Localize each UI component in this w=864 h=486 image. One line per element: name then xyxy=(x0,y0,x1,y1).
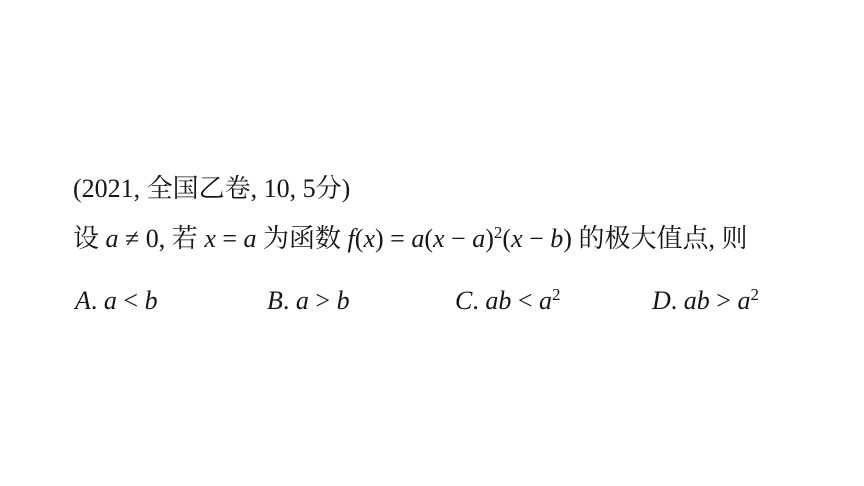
problem-source: (2021, 全国乙卷, 10, 5分) xyxy=(73,174,351,203)
math-segment: C xyxy=(455,286,473,315)
math-segment: B xyxy=(267,286,283,315)
math-segment: a xyxy=(411,224,425,253)
math-segment: 2 xyxy=(552,284,561,304)
math-segment: . xyxy=(90,286,104,315)
math-segment: − xyxy=(522,224,551,253)
math-segment: ab xyxy=(683,286,710,315)
math-segment: a xyxy=(737,286,751,315)
math-segment: D xyxy=(652,286,671,315)
math-segment: 设 xyxy=(73,224,106,253)
math-segment: a xyxy=(105,224,119,253)
option-c xyxy=(455,284,561,318)
math-segment: < xyxy=(511,286,540,315)
math-segment: a xyxy=(243,224,257,253)
option-a xyxy=(75,284,158,318)
math-segment: a xyxy=(539,286,553,315)
math-segment: a xyxy=(295,286,309,315)
math-segment: x xyxy=(511,224,523,253)
problem-statement xyxy=(73,222,747,256)
math-segment: − xyxy=(444,224,473,253)
math-segment: a xyxy=(472,224,486,253)
math-segment: 的极大值点, 则 xyxy=(571,224,748,253)
math-segment: b xyxy=(550,224,564,253)
math-segment: 为函数 xyxy=(256,224,348,253)
math-segment: ab xyxy=(485,286,512,315)
option-b xyxy=(267,284,350,318)
math-segment: > xyxy=(709,286,738,315)
math-segment: ) xyxy=(563,224,572,253)
math-segment: ( xyxy=(502,224,512,253)
math-segment: b xyxy=(336,286,350,315)
math-segment: . xyxy=(670,286,684,315)
math-segment: . xyxy=(472,286,486,315)
math-segment: . xyxy=(282,286,296,315)
math-segment: b xyxy=(144,286,158,315)
math-segment: x xyxy=(204,224,216,253)
math-segment: a xyxy=(103,286,117,315)
math-segment: > xyxy=(308,286,337,315)
math-segment: A xyxy=(75,286,91,315)
math-segment: x xyxy=(433,224,445,253)
math-segment: x xyxy=(363,224,375,253)
math-segment: ) = xyxy=(375,224,412,253)
math-segment: 2 xyxy=(750,284,759,304)
options-row xyxy=(0,284,864,328)
math-segment: ( xyxy=(424,224,433,253)
math-segment: < xyxy=(116,286,145,315)
math-segment: ( xyxy=(354,224,364,253)
option-d xyxy=(652,284,759,318)
math-segment: 2 xyxy=(493,222,503,242)
math-segment: ≠ 0, xyxy=(118,224,172,253)
math-segment: = xyxy=(215,224,244,253)
math-segment: f xyxy=(347,224,355,253)
math-segment: ) xyxy=(485,224,494,253)
math-segment: 若 xyxy=(171,224,205,253)
